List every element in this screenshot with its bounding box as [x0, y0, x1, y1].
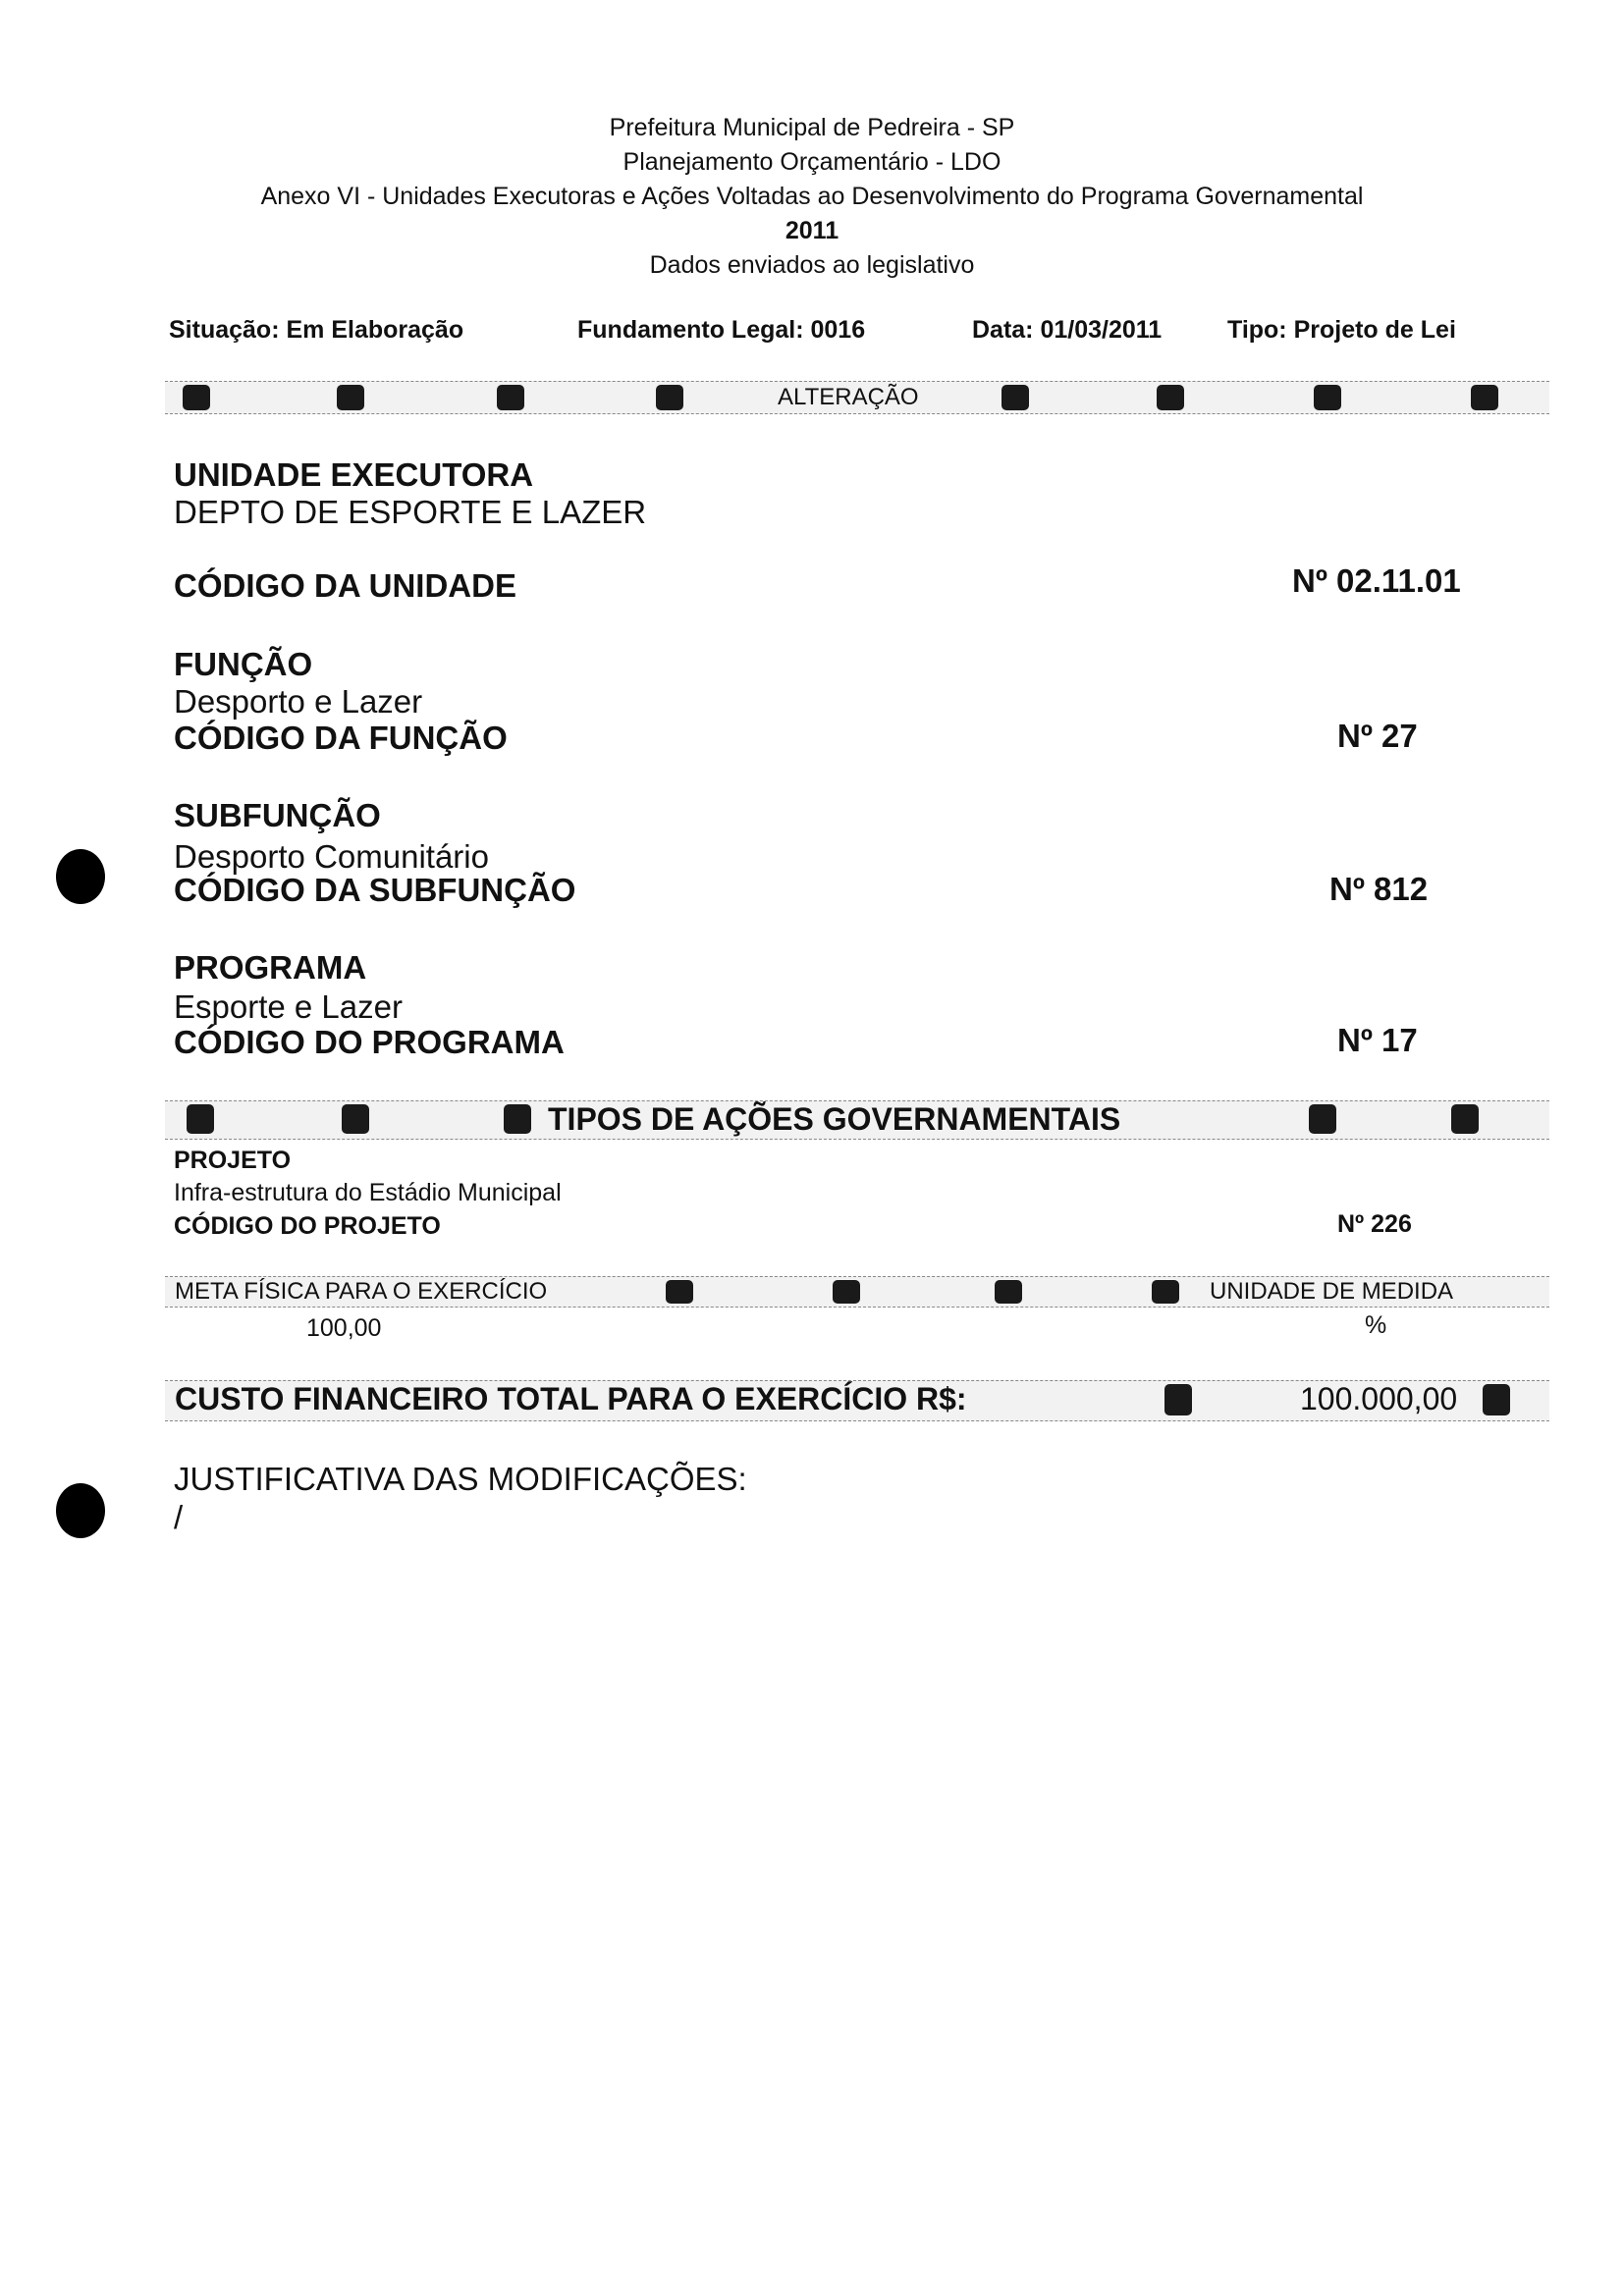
custo-financeiro-label: CUSTO FINANCEIRO TOTAL PARA O EXERCÍCIO R$:	[169, 1381, 973, 1417]
programa-name: Esporte e Lazer	[174, 988, 403, 1025]
unidade-title: UNIDADE EXECUTORA	[174, 456, 534, 493]
custo-financeiro-band	[165, 1380, 1549, 1421]
subfuncao-title: SUBFUNÇÃO	[174, 797, 381, 833]
situacao-text: Situação: Em Elaboração	[169, 316, 464, 344]
header-annex-title: Anexo VI - Unidades Executoras e Ações Voltadas ao Desenvolvimento do Programa Governamental	[260, 183, 1364, 210]
projeto-name: Infra-estrutura do Estádio Municipal	[174, 1179, 562, 1206]
data-text: Data: 01/03/2011	[972, 316, 1163, 344]
meta-fisica-band	[165, 1276, 1549, 1308]
document-header	[0, 111, 1624, 283]
justificativa-title: JUSTIFICATIVA DAS MODIFICAÇÕES:	[174, 1461, 747, 1497]
unidade-medida-value: %	[1365, 1311, 1387, 1339]
subfuncao-code-label: CÓDIGO DA SUBFUNÇÃO	[174, 872, 576, 908]
unidade-name: DEPTO DE ESPORTE E LAZER	[174, 494, 647, 530]
header-year: 2011	[785, 217, 839, 244]
funcao-code-label: CÓDIGO DA FUNÇÃO	[174, 720, 508, 756]
funcao-name: Desporto e Lazer	[174, 683, 423, 720]
tipo-text: Tipo: Projeto de Lei	[1227, 316, 1456, 344]
subfuncao-name: Desporto Comunitário	[174, 838, 489, 875]
programa-code: Nº 17	[1337, 1022, 1418, 1058]
funcao-code: Nº 27	[1337, 718, 1418, 754]
funcao-title: FUNÇÃO	[174, 646, 313, 682]
unidade-code-label: CÓDIGO DA UNIDADE	[174, 567, 516, 604]
justificativa-text: /	[174, 1499, 184, 1535]
meta-fisica-label: META FÍSICA PARA O EXERCÍCIO	[169, 1278, 553, 1306]
punch-hole-bottom	[56, 1483, 105, 1538]
punch-hole-top	[56, 849, 105, 904]
tipos-acoes-label: TIPOS DE AÇÕES GOVERNAMENTAIS	[542, 1101, 1126, 1138]
unidade-code: Nº 02.11.01	[1292, 562, 1461, 599]
meta-fisica-value: 100,00	[306, 1314, 382, 1342]
alteracao-label: ALTERAÇÃO	[772, 384, 925, 411]
subfuncao-code: Nº 812	[1329, 871, 1429, 907]
programa-title: PROGRAMA	[174, 949, 367, 986]
projeto-title: PROJETO	[174, 1147, 292, 1174]
alteracao-band	[165, 381, 1549, 414]
header-municipality: Prefeitura Municipal de Pedreira - SP	[609, 114, 1015, 141]
tipos-acoes-band	[165, 1100, 1549, 1140]
unidade-medida-label: UNIDADE DE MEDIDA	[1204, 1278, 1459, 1306]
projeto-code-label: CÓDIGO DO PROJETO	[174, 1212, 441, 1240]
custo-financeiro-value: 100.000,00	[1294, 1381, 1463, 1417]
projeto-code: Nº 226	[1337, 1210, 1412, 1238]
header-status-note: Dados enviados ao legislativo	[649, 251, 975, 279]
fundamento-legal-text: Fundamento Legal: 0016	[577, 316, 866, 344]
header-planning: Planejamento Orçamentário - LDO	[623, 148, 1001, 176]
programa-code-label: CÓDIGO DO PROGRAMA	[174, 1024, 565, 1060]
